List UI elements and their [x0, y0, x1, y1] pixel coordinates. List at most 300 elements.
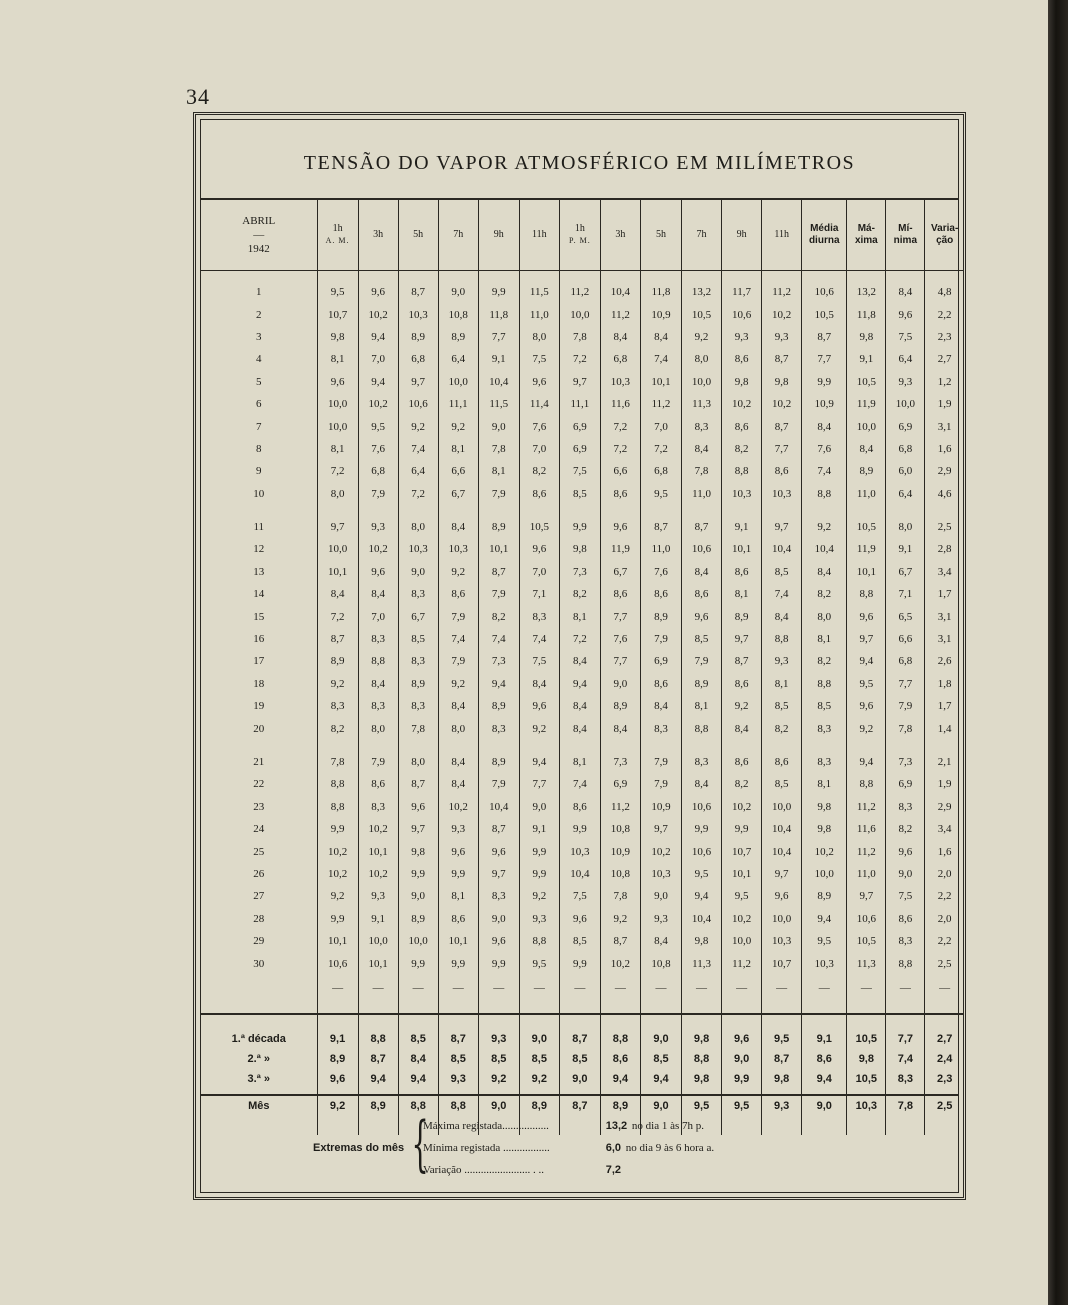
table-row [201, 773, 964, 795]
spacer-cell [640, 271, 681, 282]
value-cell: 9,6 [478, 840, 519, 862]
value-cell: 11,3 [847, 952, 886, 974]
value-cell: 8,3 [640, 717, 681, 739]
header-dash: — [253, 229, 265, 241]
table-row [201, 605, 964, 627]
value-cell: 13,2 [847, 281, 886, 303]
value-cell: 9,2 [398, 415, 438, 437]
value-cell: 7,2 [317, 460, 358, 482]
value-cell: 9,5 [640, 483, 681, 505]
value-cell: 10,0 [802, 863, 847, 885]
decade-summary-row [201, 1069, 964, 1089]
header-hour [519, 200, 559, 271]
value-cell: 1,8 [925, 673, 964, 695]
value-cell: 8,7 [478, 818, 519, 840]
value-cell: 7,2 [600, 438, 640, 460]
value-cell: 7,0 [640, 415, 681, 437]
spacer-cell [201, 1014, 317, 1029]
value-cell: 8,1 [317, 438, 358, 460]
value-cell: 10,4 [600, 281, 640, 303]
value-cell: 10,3 [438, 538, 478, 560]
spacer-cell [722, 1001, 762, 1013]
value-cell: 8,5 [762, 561, 802, 583]
header-maxima-l1: Má- [857, 223, 875, 234]
spacer-cell [925, 271, 964, 282]
value-cell: 10,2 [358, 393, 398, 415]
value-cell: 11,3 [682, 952, 722, 974]
value-cell: 9,6 [519, 538, 559, 560]
value-cell: 9,2 [438, 561, 478, 583]
value-cell: 11,5 [519, 281, 559, 303]
value-cell: 8,7 [722, 650, 762, 672]
summary-value: 8,9 [600, 1089, 640, 1123]
value-cell: 10,6 [317, 952, 358, 974]
value-cell: 10,0 [886, 393, 925, 415]
value-cell: 9,6 [682, 605, 722, 627]
value-cell: 9,2 [802, 516, 847, 538]
spacer-cell [886, 1014, 925, 1029]
value-cell: 10,0 [682, 371, 722, 393]
value-cell: 9,4 [847, 650, 886, 672]
value-cell: 9,6 [398, 796, 438, 818]
spacer-cell [317, 1123, 358, 1135]
value-cell: 9,7 [478, 863, 519, 885]
table-row [201, 281, 964, 303]
value-cell: 9,2 [317, 885, 358, 907]
value-cell: 1,7 [925, 695, 964, 717]
value-cell: 8,3 [519, 605, 559, 627]
value-cell: 2,5 [925, 952, 964, 974]
value-cell: 7,4 [559, 773, 600, 795]
spacer-cell [762, 1123, 802, 1135]
value-cell: 10,2 [762, 303, 802, 325]
value-cell: 11,0 [519, 303, 559, 325]
header-maxima-l2: xima [854, 235, 878, 246]
summary-value: 2,3 [925, 1069, 964, 1089]
value-cell: 8,8 [722, 460, 762, 482]
value-cell: 9,8 [802, 796, 847, 818]
value-cell: 7,9 [640, 628, 681, 650]
value-cell: 9,6 [478, 930, 519, 952]
value-cell: 11,8 [847, 303, 886, 325]
value-cell: 10,4 [802, 538, 847, 560]
summary-value: 8,5 [398, 1029, 438, 1049]
table-row [201, 695, 964, 717]
value-cell: 9,0 [438, 281, 478, 303]
spacer-cell [802, 740, 847, 751]
value-cell: 9,2 [519, 885, 559, 907]
value-cell: 11,9 [847, 393, 886, 415]
summary-value: 9,0 [559, 1069, 600, 1089]
table-frame [193, 112, 966, 1200]
header-maxima [847, 200, 886, 271]
value-cell: 10,5 [847, 371, 886, 393]
value-cell: 7,7 [762, 438, 802, 460]
value-cell: 9,7 [640, 818, 681, 840]
table-row [201, 952, 964, 974]
value-cell: 10,2 [802, 840, 847, 862]
value-cell: 8,4 [762, 605, 802, 627]
value-cell: 8,1 [802, 628, 847, 650]
value-cell: 8,6 [762, 460, 802, 482]
value-cell: 2,5 [925, 516, 964, 538]
value-cell: 11,2 [847, 796, 886, 818]
dash-cell: — [722, 975, 762, 1001]
header-month-cell [201, 200, 317, 271]
header-media-l2: diurna [808, 235, 840, 246]
header-hour-label: 11h [774, 229, 789, 240]
value-cell: 6,7 [600, 561, 640, 583]
value-cell: 9,8 [559, 538, 600, 560]
spacer-cell [438, 505, 478, 516]
summary-value: 8,4 [398, 1049, 438, 1069]
value-cell: 10,5 [802, 303, 847, 325]
header-minima-l2: nima [893, 235, 918, 246]
value-cell: 2,1 [925, 751, 964, 773]
spacer-cell [802, 1014, 847, 1029]
value-cell: 8,6 [600, 483, 640, 505]
value-cell: 11,9 [847, 538, 886, 560]
day-number: 16 [253, 633, 265, 646]
summary-value: 9,6 [722, 1029, 762, 1049]
value-cell: 9,7 [317, 516, 358, 538]
summary-value: 8,8 [398, 1089, 438, 1123]
spacer-cell [317, 740, 358, 751]
value-cell: 10,0 [559, 303, 600, 325]
value-cell: 10,3 [762, 483, 802, 505]
summary-value: 9,8 [682, 1069, 722, 1089]
value-cell: 7,4 [640, 348, 681, 370]
value-cell: 6,8 [640, 460, 681, 482]
value-cell: 7,9 [358, 483, 398, 505]
spacer-cell [802, 271, 847, 282]
table-row [201, 438, 964, 460]
header-hour [398, 200, 438, 271]
value-cell: 10,1 [722, 863, 762, 885]
day-number: 10 [253, 487, 265, 500]
value-cell: 8,6 [722, 751, 762, 773]
value-cell: 7,2 [398, 483, 438, 505]
value-cell: 8,4 [847, 438, 886, 460]
day-number: 5 [256, 375, 262, 388]
extremes-label: Extremas do mês [313, 1142, 405, 1154]
day-number: 24 [253, 823, 265, 836]
spacer-cell [600, 740, 640, 751]
value-cell: 10,2 [317, 863, 358, 885]
dash-cell: — [600, 975, 640, 1001]
value-cell: 7,7 [519, 773, 559, 795]
day-number: 29 [253, 935, 265, 948]
header-month: ABRIL [242, 215, 276, 227]
value-cell: 1,9 [925, 393, 964, 415]
value-cell: 2,2 [925, 885, 964, 907]
spacer-cell [925, 1123, 964, 1135]
value-cell: 7,2 [559, 348, 600, 370]
value-cell: 8,7 [478, 561, 519, 583]
value-cell: 7,2 [640, 438, 681, 460]
value-cell: 7,9 [640, 751, 681, 773]
dash-cell: — [478, 975, 519, 1001]
spacer-cell [358, 271, 398, 282]
value-cell: 10,0 [317, 538, 358, 560]
spacer-cell [358, 505, 398, 516]
spacer-cell [640, 505, 681, 516]
value-cell: 9,3 [438, 818, 478, 840]
value-cell: 8,9 [847, 460, 886, 482]
value-cell: 7,9 [478, 583, 519, 605]
value-cell: 8,4 [519, 673, 559, 695]
value-cell: 7,4 [519, 628, 559, 650]
value-cell: 7,3 [886, 751, 925, 773]
value-cell: 8,3 [478, 885, 519, 907]
value-cell: 10,1 [317, 561, 358, 583]
spacer-row [201, 271, 964, 282]
day-number: 18 [253, 677, 265, 690]
value-cell: 2,2 [925, 930, 964, 952]
dash-cell: — [559, 975, 600, 1001]
value-cell: 6,6 [886, 628, 925, 650]
value-cell: 9,9 [559, 952, 600, 974]
summary-value: 8,3 [886, 1069, 925, 1089]
header-hour [559, 200, 600, 271]
value-cell: 9,0 [398, 561, 438, 583]
value-cell: 8,7 [317, 628, 358, 650]
day-number: 9 [256, 465, 262, 478]
value-cell: 7,8 [600, 885, 640, 907]
value-cell: 11,2 [722, 952, 762, 974]
value-cell: 10,4 [559, 863, 600, 885]
summary-value: 8,5 [640, 1049, 681, 1069]
spacer-cell [358, 740, 398, 751]
value-cell: 8,5 [802, 695, 847, 717]
spacer-cell [722, 740, 762, 751]
value-cell: 6,8 [886, 438, 925, 460]
value-cell: 6,9 [886, 773, 925, 795]
spacer-cell [762, 1001, 802, 1013]
value-cell: 8,1 [478, 460, 519, 482]
value-cell: 8,1 [722, 583, 762, 605]
value-cell: 8,5 [398, 628, 438, 650]
value-cell: 8,4 [640, 326, 681, 348]
value-cell: 9,6 [847, 605, 886, 627]
spacer-cell [438, 740, 478, 751]
summary-value: 8,5 [559, 1049, 600, 1069]
value-cell: 9,4 [358, 371, 398, 393]
spacer-cell [925, 1001, 964, 1013]
value-cell: 9,6 [559, 908, 600, 930]
value-cell: 11,6 [847, 818, 886, 840]
day-number: 27 [253, 890, 265, 903]
value-cell: 7,3 [478, 650, 519, 672]
day-number: 20 [253, 722, 265, 735]
value-cell: 7,5 [519, 650, 559, 672]
value-cell: 8,0 [358, 717, 398, 739]
value-cell: 8,3 [358, 695, 398, 717]
value-cell: 9,8 [398, 840, 438, 862]
value-cell: 9,3 [358, 516, 398, 538]
spacer-cell [398, 271, 438, 282]
value-cell: 7,4 [802, 460, 847, 482]
value-cell: 7,7 [886, 673, 925, 695]
value-cell: 7,0 [519, 438, 559, 460]
dash-cell: — [358, 975, 398, 1001]
table-row [201, 840, 964, 862]
table-row [201, 415, 964, 437]
value-cell: 8,2 [317, 717, 358, 739]
value-cell: 9,5 [682, 863, 722, 885]
value-cell: 8,7 [762, 415, 802, 437]
dash-cell: — [317, 975, 358, 1001]
value-cell: 7,7 [802, 348, 847, 370]
value-cell: 10,5 [847, 516, 886, 538]
value-cell: 10,2 [722, 908, 762, 930]
value-cell: 1,2 [925, 371, 964, 393]
value-cell: 9,2 [438, 415, 478, 437]
spacer-cell [847, 1001, 886, 1013]
value-cell: 10,0 [317, 415, 358, 437]
summary-value: 10,5 [847, 1029, 886, 1049]
value-cell: 9,7 [847, 885, 886, 907]
value-cell: 8,2 [722, 438, 762, 460]
day-number: 12 [253, 543, 265, 556]
value-cell: 9,8 [682, 930, 722, 952]
value-cell: 10,6 [682, 538, 722, 560]
value-cell: 10,0 [438, 371, 478, 393]
summary-value: 8,5 [478, 1049, 519, 1069]
table-row [201, 538, 964, 560]
header-hour-label: 3h [615, 229, 626, 240]
spacer-cell [847, 505, 886, 516]
value-cell: 9,0 [600, 673, 640, 695]
value-cell: 7,7 [478, 326, 519, 348]
value-cell: 11,0 [640, 538, 681, 560]
value-cell: 11,0 [682, 483, 722, 505]
day-number: 7 [256, 420, 262, 433]
table-row [201, 628, 964, 650]
value-cell: 8,3 [682, 415, 722, 437]
value-cell: 6,6 [600, 460, 640, 482]
value-cell: 11,9 [600, 538, 640, 560]
table-row [201, 885, 964, 907]
extreme-minima-text: Mínima registada ................. [423, 1142, 550, 1154]
value-cell: 8,4 [559, 650, 600, 672]
value-cell: 9,9 [519, 840, 559, 862]
value-cell: 2,0 [925, 863, 964, 885]
summary-value: 8,7 [559, 1089, 600, 1123]
value-cell: 8,2 [722, 773, 762, 795]
value-cell: 7,6 [640, 561, 681, 583]
value-cell: 9,6 [519, 371, 559, 393]
value-cell: 3,4 [925, 561, 964, 583]
summary-value: 9,5 [682, 1089, 722, 1123]
value-cell: 8,4 [682, 561, 722, 583]
header-hour [358, 200, 398, 271]
value-cell: 8,3 [398, 583, 438, 605]
table-row [201, 516, 964, 538]
value-cell: 10,9 [640, 796, 681, 818]
value-cell: 6,7 [438, 483, 478, 505]
summary-value: 9,2 [317, 1089, 358, 1123]
summary-value: 8,7 [358, 1049, 398, 1069]
value-cell: 9,8 [722, 371, 762, 393]
value-cell: 8,8 [317, 773, 358, 795]
value-cell: 7,8 [478, 438, 519, 460]
value-cell: 10,2 [762, 393, 802, 415]
summary-value: 8,9 [519, 1089, 559, 1123]
value-cell: 8,9 [398, 908, 438, 930]
value-cell: 11,3 [682, 393, 722, 415]
header-hour [762, 200, 802, 271]
value-cell: 8,3 [682, 751, 722, 773]
summary-value: 9,3 [438, 1069, 478, 1089]
value-cell: 8,4 [438, 695, 478, 717]
value-cell: 9,1 [478, 348, 519, 370]
value-cell: 9,4 [478, 673, 519, 695]
spacer-cell [847, 740, 886, 751]
value-cell: 10,4 [478, 371, 519, 393]
value-cell: 6,8 [398, 348, 438, 370]
value-cell: 3,1 [925, 415, 964, 437]
value-cell: 3,4 [925, 818, 964, 840]
value-cell: 8,3 [802, 717, 847, 739]
value-cell: 10,1 [722, 538, 762, 560]
header-media-l1: Média [810, 223, 839, 234]
spacer-cell [640, 1014, 681, 1029]
value-cell: 8,1 [559, 605, 600, 627]
summary-value: 9,2 [519, 1069, 559, 1089]
value-cell: 6,8 [358, 460, 398, 482]
value-cell: 8,9 [682, 673, 722, 695]
value-cell: 8,6 [722, 673, 762, 695]
value-cell: 8,4 [600, 717, 640, 739]
day-number: 1 [256, 286, 262, 299]
value-cell: 8,2 [559, 583, 600, 605]
day-number: 25 [253, 845, 265, 858]
value-cell: 11,4 [519, 393, 559, 415]
dash-cell: — [682, 975, 722, 1001]
header-hour-label: 1h [332, 223, 343, 234]
day-number: 28 [253, 912, 265, 925]
header-variacao [925, 200, 964, 271]
summary-value: 10,5 [847, 1069, 886, 1089]
value-cell: 8,8 [802, 483, 847, 505]
value-cell: 2,8 [925, 538, 964, 560]
day-number: 4 [256, 353, 262, 366]
value-cell: 10,1 [358, 840, 398, 862]
value-cell: 9,4 [847, 751, 886, 773]
header-hour-label: 1h [574, 223, 585, 234]
table-row [201, 863, 964, 885]
value-cell: 9,9 [478, 952, 519, 974]
decade-gap-row [201, 740, 964, 751]
extremes-divider [201, 1094, 958, 1096]
value-cell: 1,4 [925, 717, 964, 739]
dash-cell: — [847, 975, 886, 1001]
value-cell: 10,4 [478, 796, 519, 818]
value-cell: 9,2 [317, 673, 358, 695]
value-cell: 6,5 [886, 605, 925, 627]
decade-label: 3.ª » [247, 1072, 270, 1085]
spacer-cell [201, 271, 317, 282]
value-cell: 10,2 [640, 840, 681, 862]
spacer-cell [201, 1001, 317, 1013]
header-hour-label: 3h [373, 229, 384, 240]
decade-label: 2.ª » [247, 1052, 270, 1065]
value-cell: 9,7 [847, 628, 886, 650]
value-cell: 10,6 [802, 281, 847, 303]
spacer-cell [438, 1001, 478, 1013]
value-cell: 11,2 [847, 840, 886, 862]
